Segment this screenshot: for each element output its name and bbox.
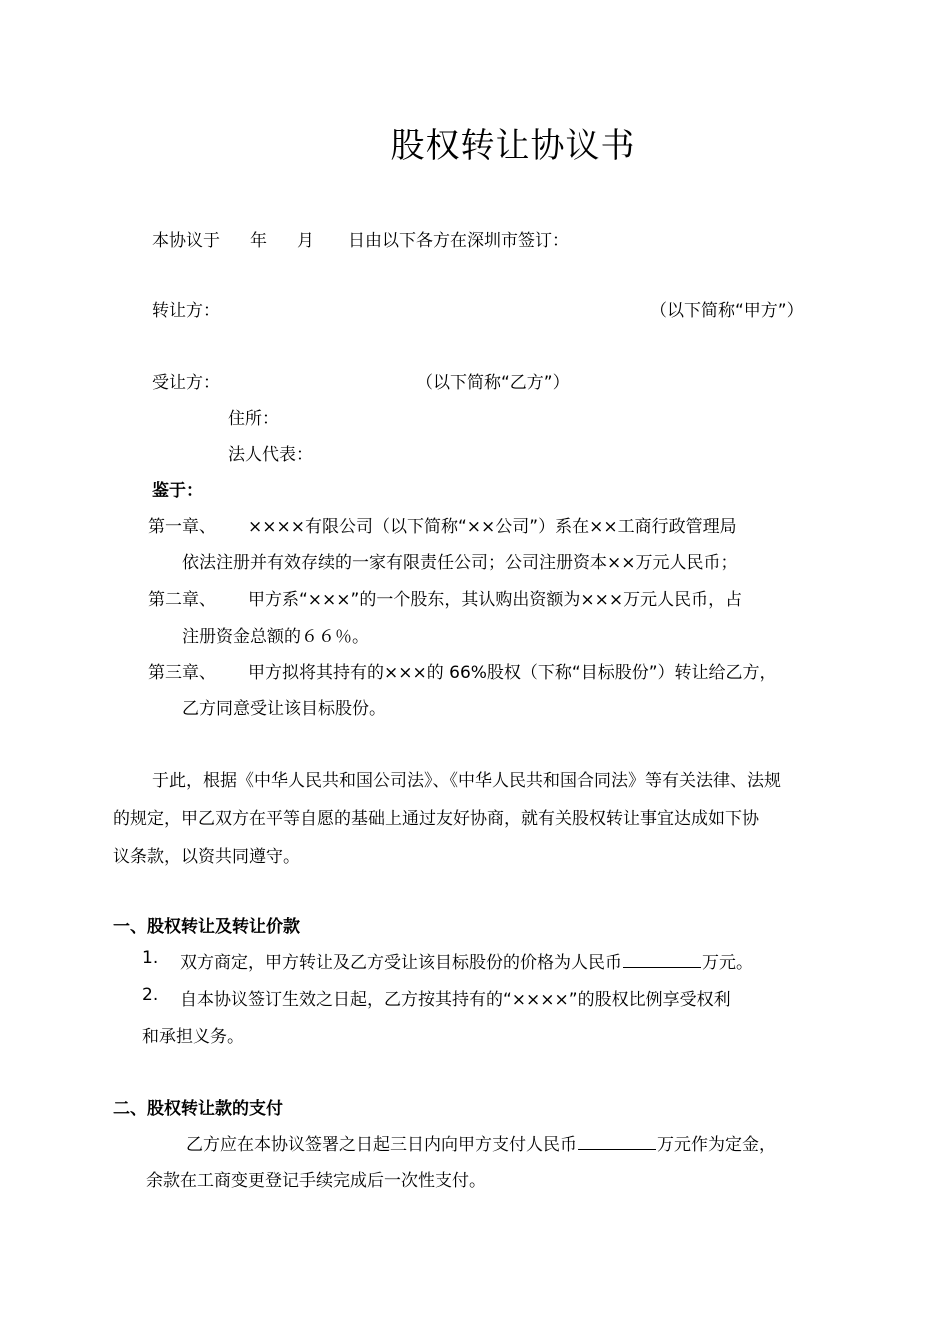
price-blank <box>623 951 701 968</box>
chapter-1-line2: 依法注册并有效存续的一家有限责任公司；公司注册资本××万元人民币； <box>182 553 738 573</box>
chapter-1-number: 第一章、 <box>148 517 216 537</box>
chapter-2-number: 第二章、 <box>148 590 216 610</box>
preamble-line3: 议条款，以资共同遵守。 <box>113 847 300 867</box>
address-label: 住所： <box>228 409 279 429</box>
section-1-item-2-line1: 自本协议签订生效之日起，乙方按其持有的“××××”的股权比例享受权利 <box>180 990 731 1010</box>
chapter-2-line1: 甲方系“×××”的一个股东，其认购出资额为×××万元人民币，占 <box>248 590 743 610</box>
chapter-3-number: 第三章、 <box>148 663 216 683</box>
whereas-heading: 鉴于： <box>152 481 203 501</box>
section-2-line1 <box>186 1130 776 1155</box>
chapter-2-line2: 注册资金总额的６６％。 <box>182 627 369 647</box>
deposit-text-after: 万元作为定金， <box>657 1135 776 1155</box>
intro-year: 年 <box>250 231 267 251</box>
intro-month: 月 <box>297 231 314 251</box>
section-1-item-2-line2: 和承担义务。 <box>142 1027 244 1047</box>
deposit-text-before: 乙方应在本协议签署之日起三日内向甲方支付人民币 <box>186 1135 577 1155</box>
section-2-line2: 余款在工商变更登记手续完成后一次性支付。 <box>146 1171 486 1191</box>
intro-suffix: 日由以下各方在深圳市签订： <box>348 231 569 251</box>
chapter-1-line1: ××××有限公司（以下简称“××公司”）系在××工商行政管理局 <box>248 517 737 537</box>
section-1-item-1 <box>180 948 753 973</box>
transferee-label: 受让方： <box>152 373 220 393</box>
section-1-item-1-number: 1. <box>142 948 159 968</box>
intro-prefix: 本协议于 <box>152 231 220 251</box>
chapter-3-line2: 乙方同意受让该目标股份。 <box>182 699 386 719</box>
chapter-3-line1: 甲方拟将其持有的×××的 66%股权（下称“目标股份”）转让给乙方， <box>248 663 777 683</box>
transferee-alias: （以下简称“乙方”） <box>416 373 570 393</box>
preamble-line1: 于此，根据《中华人民共和国公司法》、《中华人民共和国合同法》等有关法律、法规 <box>152 771 781 791</box>
document-title: 股权转让协议书 <box>390 126 636 166</box>
deposit-blank <box>578 1133 656 1150</box>
transferor-alias: （以下简称“甲方”） <box>650 301 804 321</box>
item-1-text-before: 双方商定，甲方转让及乙方受让该目标股份的价格为人民币 <box>180 953 622 973</box>
section-1-heading: 一、股权转让及转让价款 <box>113 917 300 937</box>
item-1-text-after: 万元。 <box>702 953 753 973</box>
section-1-item-2-number: 2. <box>142 985 159 1005</box>
section-2-heading: 二、股权转让款的支付 <box>113 1099 283 1119</box>
intro-line <box>152 226 569 251</box>
transferor-label: 转让方： <box>152 301 220 321</box>
legal-rep-label: 法人代表： <box>228 445 313 465</box>
preamble-line2: 的规定，甲乙双方在平等自愿的基础上通过友好协商，就有关股权转让事宜达成如下协 <box>113 809 759 829</box>
